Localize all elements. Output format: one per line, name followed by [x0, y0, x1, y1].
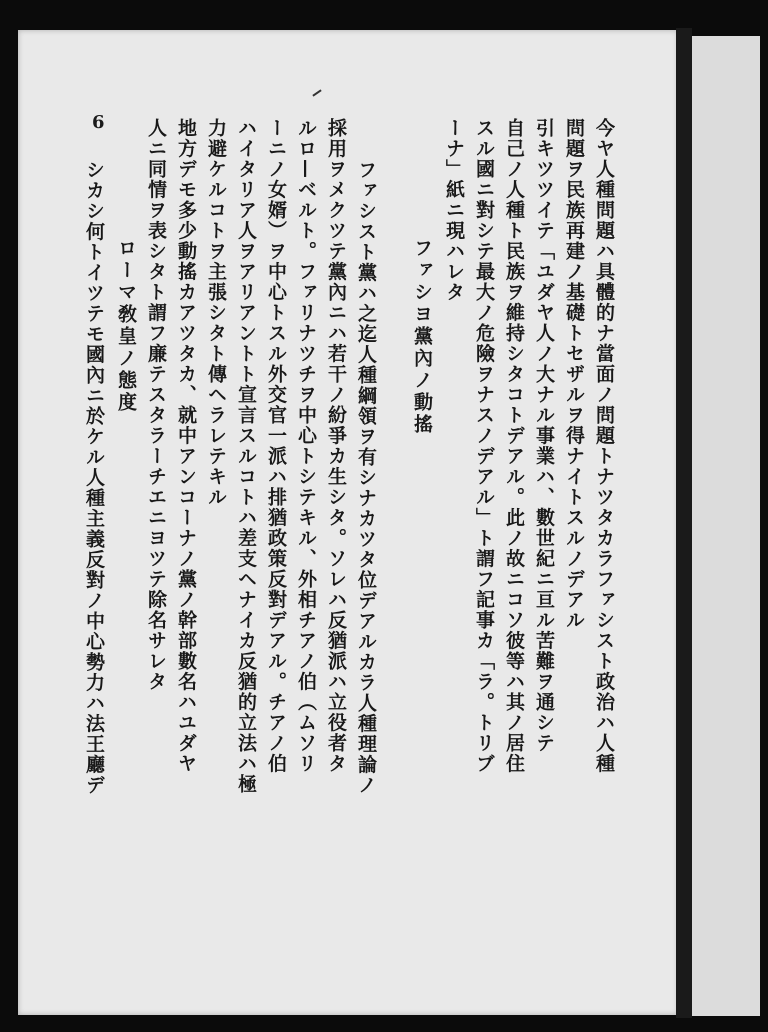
text-column-13: 力避ケルコトヲ主張シタト傳ヘラレテキル [205, 118, 227, 508]
book-spine [676, 28, 692, 1018]
text-column-10: ルロ—ベルト。ファリナツチヲ中心トシテキル、外相チアノ伯（ムソリ [295, 118, 317, 774]
text-column-12: ハイタリア人ヲアリアントト宣言スルコトハ差支ヘナイカ反猶的立法ハ極 [235, 118, 257, 795]
text-column-3: 引キツツイテ「ユダヤ人ノ大ナル事業ハ、數世紀ニ亘ル苦難ヲ通シテ [533, 118, 555, 754]
text-column-9: 採用ヲメクツテ黨內ニハ若干ノ紛爭カ生シタ。ソレハ反猶派ハ立役者タ [325, 118, 347, 774]
text-column-15: 人ニ同情ヲ表シタト謂フ廉テスタラーチエニヨツテ除名サレタ [145, 118, 167, 692]
page-number: 6 [92, 112, 105, 133]
text-column-17: シカシ何トイツテモ國內ニ於ケル人種主義反對ノ中心勢力ハ法王廳デ [83, 160, 105, 796]
text-column-4: 自己ノ人種ト民族ヲ維持シタコトデアル。此ノ故ニコソ彼等ハ其ノ居住 [503, 118, 525, 774]
text-column-6: ーナ」紙ニ現ハレタ [443, 118, 465, 303]
text-column-14: 地方デモ多少動搖カアツタカ、就中アンコーナノ黨ノ幹部數名ハユダヤ [175, 118, 197, 774]
section-heading-fascist-party: ファシヨ黨內ノ動搖 [411, 238, 433, 436]
text-column-1: 今ヤ人種問題ハ具體的ナ當面ノ問題トナツタカラファシスト政治ハ人種 [593, 118, 615, 774]
text-column-5: スル國ニ對シテ最大ノ危險ヲナスノデアル」ト謂フ記事カ「ラ。トリブ [473, 118, 495, 774]
text-column-2: 問題ヲ民族再建ノ基礎トセザルヲ得ナイトスルノデアル [563, 118, 585, 631]
section-heading-pope: ローマ敎皇ノ態度 [115, 238, 137, 414]
text-column-8: ファシスト黨ハ之迄人種綱領ヲ有シナカツタ位デアルカラ人種理論ノ [355, 160, 377, 796]
adjacent-page-edge [692, 36, 760, 1016]
text-column-11: ーニノ女婿）ヲ中心トスル外交官一派ハ排猶政策反對デアル。チアノ伯 [265, 118, 287, 774]
